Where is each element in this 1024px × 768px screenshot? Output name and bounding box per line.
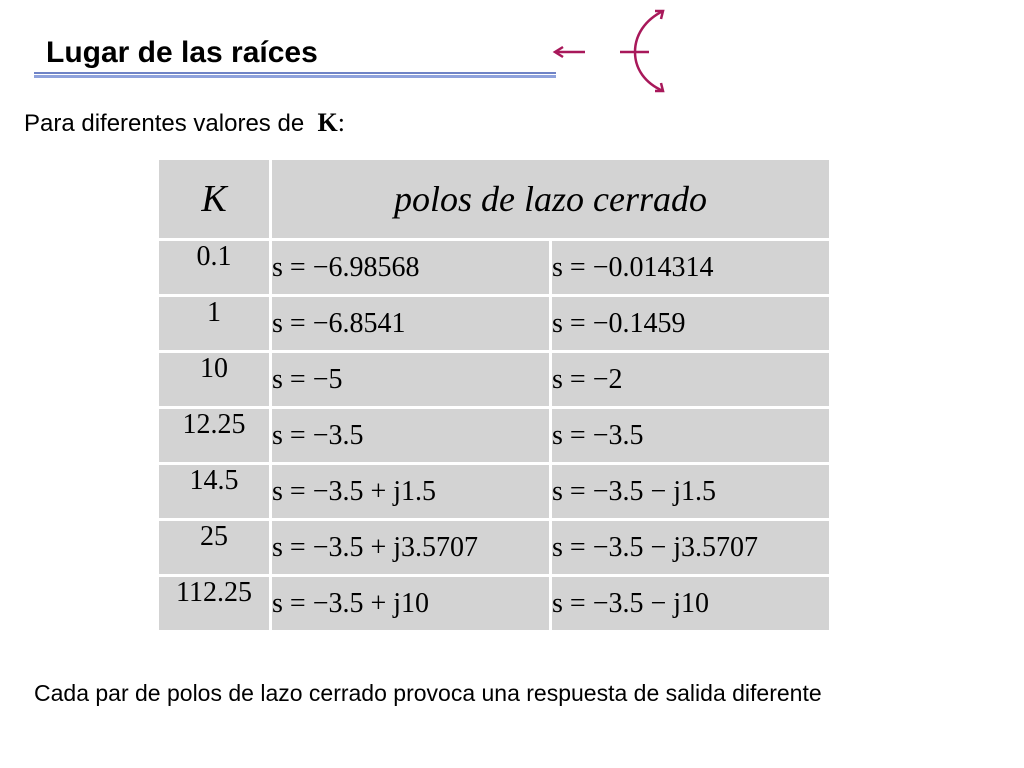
poles-table bbox=[156, 157, 832, 633]
table-row bbox=[159, 241, 829, 294]
table-row bbox=[159, 465, 829, 518]
pole-1: s = −6.98568 bbox=[272, 241, 549, 294]
slide-title: Lugar de las raíces bbox=[46, 36, 318, 69]
pole-1: s = −5 bbox=[272, 353, 549, 406]
table-row bbox=[159, 409, 829, 462]
k-value: 12.25 bbox=[159, 409, 269, 462]
pole-2: s = −0.014314 bbox=[552, 241, 829, 294]
k-value: 14.5 bbox=[159, 465, 269, 518]
root-locus-arrows-icon bbox=[545, 5, 675, 95]
table-row bbox=[159, 521, 829, 574]
subtitle-prefix: Para diferentes valores de bbox=[24, 110, 305, 137]
pole-2: s = −3.5 − j3.5707 bbox=[552, 521, 829, 574]
k-value: 0.1 bbox=[159, 241, 269, 294]
k-value: 10 bbox=[159, 353, 269, 406]
pole-2: s = −3.5 − j10 bbox=[552, 577, 829, 630]
pole-2: s = −2 bbox=[552, 353, 829, 406]
k-value: 112.25 bbox=[159, 577, 269, 630]
pole-1: s = −6.8541 bbox=[272, 297, 549, 350]
pole-2: s = −3.5 bbox=[552, 409, 829, 462]
k-value: 25 bbox=[159, 521, 269, 574]
table-row bbox=[159, 297, 829, 350]
k-value: 1 bbox=[159, 297, 269, 350]
subtitle-suffix: : bbox=[337, 108, 345, 137]
pole-1: s = −3.5 + j10 bbox=[272, 577, 549, 630]
footer-note: Cada par de polos de lazo cerrado provoca una respuesta de salida diferente bbox=[34, 680, 822, 706]
pole-1: s = −3.5 bbox=[272, 409, 549, 462]
table-row bbox=[159, 353, 829, 406]
pole-1: s = −3.5 + j1.5 bbox=[272, 465, 549, 518]
pole-1: s = −3.5 + j3.5707 bbox=[272, 521, 549, 574]
table-row bbox=[159, 577, 829, 630]
table-header-row bbox=[159, 160, 829, 238]
subtitle-variable: K bbox=[317, 108, 338, 137]
header-poles: polos de lazo cerrado bbox=[272, 160, 829, 238]
subtitle bbox=[24, 108, 345, 138]
title-underline bbox=[34, 72, 556, 78]
header-k: K bbox=[159, 160, 269, 238]
pole-2: s = −3.5 − j1.5 bbox=[552, 465, 829, 518]
pole-2: s = −0.1459 bbox=[552, 297, 829, 350]
